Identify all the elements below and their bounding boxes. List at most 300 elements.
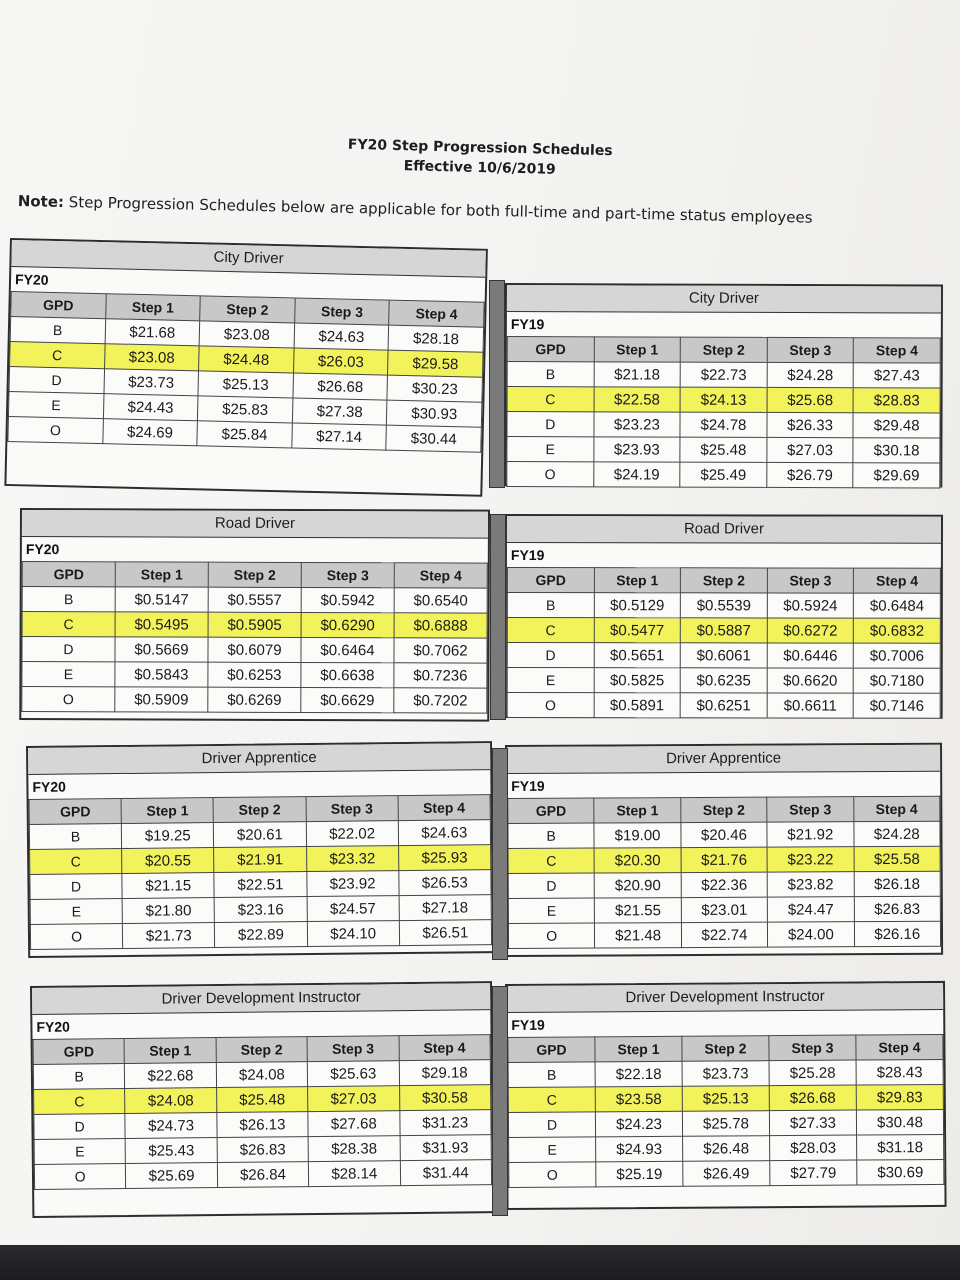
step-2-cell: $0.6269	[208, 687, 301, 712]
fy20-label: FY20	[14, 271, 49, 288]
step-3-header: Step 3	[301, 562, 394, 587]
step-2-cell: $0.6079	[208, 637, 301, 662]
step-1-cell: $0.5843	[115, 662, 208, 687]
gpd-cell: D	[34, 1114, 126, 1140]
step-4-cell: $0.6832	[854, 618, 941, 643]
step-1-cell: $0.5669	[115, 637, 208, 662]
step-1-cell: $24.19	[593, 462, 680, 487]
step-2-cell: $26.84	[217, 1162, 309, 1188]
driver-development-instructor-divider	[492, 986, 508, 1216]
step-2-cell: $0.5905	[208, 612, 301, 637]
step-1-header: Step 1	[594, 798, 681, 823]
step-1-cell: $19.00	[594, 823, 681, 848]
step-2-cell: $20.61	[214, 822, 306, 848]
note-text: Step Progression Schedules below are applicable for both full-time and part-time status employees	[68, 193, 813, 227]
step-2-cell: $25.48	[216, 1087, 308, 1113]
gpd-cell: B	[29, 824, 121, 850]
step-3-header: Step 3	[767, 797, 854, 822]
step-1-header: Step 1	[124, 1038, 216, 1064]
step-3-cell: $0.6611	[767, 693, 854, 718]
step-4-cell: $25.93	[398, 845, 491, 871]
step-2-header: Step 2	[681, 568, 768, 593]
driver-development-instructor-fy20-panel	[30, 981, 494, 1218]
gpd-cell: D	[507, 412, 594, 437]
gpd-cell: B	[10, 317, 105, 344]
step-3-cell: $26.79	[767, 462, 854, 487]
step-4-cell: $27.18	[399, 895, 492, 921]
step-3-cell: $24.47	[767, 897, 854, 922]
table-row-e	[22, 662, 487, 689]
step-4-cell: $0.7202	[394, 688, 487, 713]
step-4-cell: $25.58	[854, 846, 941, 871]
gpd-cell: O	[508, 923, 595, 948]
city-driver-fy20-panel	[4, 238, 488, 497]
city-driver-fy19-panel	[504, 283, 943, 488]
gpd-cell: E	[34, 1139, 126, 1165]
step-2-header: Step 2	[216, 1037, 308, 1063]
gpd-cell: C	[30, 849, 122, 875]
step-1-cell: $0.5891	[594, 693, 681, 718]
step-2-header: Step 2	[682, 1036, 769, 1062]
step-2-header: Step 2	[200, 296, 295, 323]
gpd-cell: B	[508, 1062, 595, 1088]
step-4-cell: $0.6540	[394, 588, 487, 613]
step-1-header: Step 1	[594, 568, 681, 593]
step-2-cell: $0.5557	[208, 587, 301, 612]
step-1-cell: $25.19	[596, 1161, 683, 1187]
step-2-cell: $25.48	[680, 437, 767, 462]
city-driver-fy20-table	[7, 291, 484, 453]
step-3-cell: $0.5942	[301, 587, 394, 612]
step-3-cell: $26.03	[293, 348, 388, 375]
road-driver-fy20-table	[21, 561, 488, 714]
gpd-cell: E	[509, 1137, 596, 1163]
step-3-cell: $0.6620	[767, 668, 854, 693]
step-1-cell: $24.43	[103, 394, 198, 421]
gpd-header: GPD	[507, 337, 594, 362]
step-4-cell: $0.7180	[854, 668, 941, 693]
step-1-cell: $23.08	[104, 344, 199, 371]
step-2-cell: $0.6235	[680, 668, 767, 693]
table-row-b	[508, 1059, 943, 1087]
driver-development-instructor-fy20-title: Driver Development Instructor	[32, 983, 490, 1015]
gpd-cell: B	[22, 587, 115, 612]
step-3-cell: $26.33	[767, 412, 854, 437]
driver-development-instructor-fy19-panel	[505, 981, 947, 1210]
step-1-cell: $21.48	[595, 923, 682, 948]
step-4-cell: $24.28	[853, 821, 940, 846]
driver-apprentice-fy19-panel	[505, 743, 943, 957]
gpd-cell: D	[22, 637, 115, 662]
step-3-header: Step 3	[294, 298, 389, 325]
step-3-cell: $23.92	[306, 871, 398, 897]
gpd-cell: E	[22, 662, 115, 687]
step-4-cell: $28.43	[856, 1059, 943, 1085]
step-4-cell: $28.83	[853, 388, 940, 413]
step-2-cell: $24.48	[199, 346, 294, 373]
step-3-cell: $28.14	[309, 1161, 401, 1187]
gpd-cell: D	[30, 874, 122, 900]
step-4-header: Step 4	[394, 563, 487, 588]
step-1-cell: $20.30	[594, 848, 681, 873]
step-4-cell: $0.7006	[854, 643, 941, 668]
table-row-o	[22, 687, 487, 714]
gpd-cell: E	[507, 437, 594, 462]
step-1-cell: $24.69	[102, 419, 197, 446]
step-4-cell: $26.18	[854, 871, 941, 896]
step-4-cell: $29.58	[388, 350, 483, 377]
gpd-header: GPD	[22, 562, 115, 587]
step-4-cell: $0.7146	[854, 693, 941, 718]
table-header-row	[508, 796, 940, 823]
step-1-cell: $25.69	[126, 1163, 218, 1189]
step-2-cell: $26.48	[683, 1136, 770, 1162]
step-3-cell: $23.32	[306, 846, 398, 872]
road-driver-divider	[490, 514, 506, 720]
step-3-header: Step 3	[306, 796, 398, 822]
driver-apprentice-fy19-title: Driver Apprentice	[507, 745, 940, 774]
step-1-cell: $0.5909	[115, 687, 208, 712]
step-4-cell: $0.7236	[394, 663, 487, 688]
step-3-cell: $0.5924	[767, 593, 854, 618]
step-1-cell: $21.18	[594, 362, 681, 387]
city-driver-fy19-table	[506, 336, 941, 489]
gpd-cell: C	[508, 1087, 595, 1113]
step-1-cell: $19.25	[122, 823, 214, 849]
step-2-cell: $0.6251	[680, 693, 767, 718]
step-2-cell: $22.73	[680, 362, 767, 387]
step-3-cell: $23.82	[767, 872, 854, 897]
fy20-label: FY20	[25, 541, 60, 558]
gpd-header: GPD	[508, 798, 595, 823]
step-2-cell: $25.13	[198, 371, 293, 398]
step-2-cell: $22.36	[681, 872, 768, 897]
table-row-e	[508, 896, 940, 923]
table-row-b	[507, 593, 940, 619]
title-line: FY20 Step Progression Schedules	[347, 136, 613, 160]
step-3-cell: $25.68	[767, 387, 854, 412]
driver-apprentice-fy20-table	[29, 794, 493, 950]
step-4-cell: $30.44	[386, 425, 481, 452]
step-3-header: Step 3	[767, 568, 854, 593]
effective-date: Effective 10/6/2019	[403, 158, 556, 178]
road-driver-fy20-panel	[19, 508, 490, 722]
step-3-cell: $27.03	[308, 1086, 400, 1112]
step-2-cell: $23.73	[682, 1061, 769, 1087]
step-3-cell: $27.68	[308, 1111, 400, 1137]
step-1-cell: $21.68	[105, 319, 200, 346]
step-3-cell: $0.6446	[767, 643, 854, 668]
step-4-cell: $26.83	[854, 896, 941, 921]
step-2-cell: $21.76	[681, 847, 768, 872]
step-1-cell: $22.68	[125, 1063, 217, 1089]
table-row-o	[34, 1160, 491, 1190]
step-1-cell: $0.5825	[594, 668, 681, 693]
step-3-cell: $0.6629	[301, 687, 394, 712]
gpd-header: GPD	[11, 292, 106, 319]
table-row-d	[507, 412, 940, 439]
step-3-cell: $21.92	[767, 822, 854, 847]
road-driver-fy19-title: Road Driver	[507, 516, 941, 544]
step-4-header: Step 4	[856, 1034, 943, 1060]
step-1-header: Step 1	[121, 798, 213, 824]
city-driver-fy20-title: City Driver	[11, 240, 485, 278]
step-3-cell: $22.02	[306, 821, 398, 847]
table-row-d	[508, 871, 940, 898]
driver-apprentice-divider	[492, 748, 508, 960]
gpd-cell: E	[30, 899, 122, 925]
gpd-cell: O	[30, 923, 122, 949]
step-1-cell: $23.93	[593, 437, 680, 462]
step-3-cell: $27.33	[769, 1110, 856, 1136]
note-label: Note:	[17, 192, 65, 211]
step-4-cell: $31.93	[400, 1135, 492, 1161]
fy19-label: FY19	[511, 1016, 545, 1033]
step-3-cell: $24.10	[307, 921, 399, 947]
step-3-cell: $24.63	[294, 323, 389, 350]
driver-development-instructor-fy19-title: Driver Development Instructor	[507, 983, 943, 1013]
step-2-cell: $0.5539	[681, 593, 768, 618]
step-2-cell: $23.08	[199, 321, 294, 348]
step-3-cell: $23.22	[767, 847, 854, 872]
step-2-cell: $24.13	[680, 387, 767, 412]
step-1-cell: $0.5147	[115, 587, 208, 612]
step-3-cell: $27.14	[292, 423, 387, 450]
step-2-cell: $20.46	[681, 822, 768, 847]
step-1-cell: $21.55	[595, 898, 682, 923]
step-1-header: Step 1	[115, 562, 208, 587]
step-3-header: Step 3	[307, 1036, 399, 1062]
step-3-cell: $26.68	[293, 373, 388, 400]
step-4-cell: $30.18	[853, 438, 940, 463]
step-4-cell: $29.69	[853, 463, 940, 488]
driver-apprentice-fy20-title: Driver Apprentice	[28, 743, 490, 775]
table-header-row	[507, 337, 940, 364]
step-1-cell: $23.58	[595, 1086, 682, 1112]
step-2-cell: $0.6061	[680, 643, 767, 668]
table-row-d	[22, 637, 487, 664]
step-2-cell: $0.6253	[208, 662, 301, 687]
fy19-label: FY19	[511, 777, 545, 794]
gpd-cell: O	[509, 1162, 596, 1188]
step-1-cell: $23.23	[594, 412, 681, 437]
gpd-cell: C	[507, 618, 594, 643]
gpd-cell: D	[508, 873, 595, 898]
step-3-cell: $25.28	[769, 1060, 856, 1086]
driver-apprentice-fy19-table	[507, 796, 941, 949]
table-row-d	[508, 1109, 943, 1137]
step-3-cell: $0.6272	[767, 618, 854, 643]
gpd-header: GPD	[508, 1037, 595, 1063]
fy19-label: FY19	[510, 547, 545, 564]
gpd-cell: C	[10, 342, 105, 369]
gpd-cell: B	[33, 1064, 125, 1090]
step-3-cell: $27.79	[770, 1160, 857, 1186]
step-3-cell: $0.6290	[301, 612, 394, 637]
table-row-c	[508, 1084, 943, 1112]
table-row-o	[507, 462, 940, 489]
step-3-cell: $28.38	[308, 1136, 400, 1162]
table-row-c	[507, 618, 940, 644]
table-row-o	[30, 920, 491, 950]
step-4-cell: $27.43	[854, 363, 941, 388]
table-header-row	[508, 1034, 943, 1062]
step-1-cell: $24.23	[595, 1111, 682, 1137]
step-2-header: Step 2	[213, 797, 305, 823]
step-3-cell: $25.63	[307, 1061, 399, 1087]
step-4-cell: $0.6484	[854, 593, 941, 618]
step-2-cell: $25.78	[682, 1111, 769, 1137]
step-4-cell: $31.23	[399, 1110, 491, 1136]
gpd-cell: O	[22, 687, 115, 712]
step-2-cell: $22.51	[214, 872, 306, 898]
step-2-cell: $25.13	[682, 1086, 769, 1112]
step-1-cell: $24.73	[125, 1113, 217, 1139]
step-2-cell: $23.01	[681, 897, 768, 922]
step-1-cell: $22.58	[594, 387, 681, 412]
step-1-cell: $25.43	[125, 1138, 217, 1164]
gpd-cell: C	[508, 848, 595, 873]
step-2-cell: $26.83	[217, 1137, 309, 1163]
driver-development-instructor-fy19-table	[507, 1034, 944, 1188]
gpd-header: GPD	[507, 568, 594, 593]
gpd-cell: C	[22, 612, 115, 637]
step-1-header: Step 1	[105, 294, 200, 321]
step-4-cell: $30.58	[399, 1085, 491, 1111]
step-4-cell: $26.51	[399, 920, 492, 946]
step-3-cell: $0.6464	[301, 637, 394, 662]
gpd-header: GPD	[33, 1039, 125, 1065]
gpd-cell: D	[508, 1112, 595, 1138]
gpd-cell: E	[8, 392, 103, 419]
step-1-cell: $23.73	[104, 369, 199, 396]
step-2-cell: $21.91	[214, 847, 306, 873]
step-4-cell: $26.16	[854, 921, 941, 946]
step-1-cell: $21.15	[122, 873, 214, 899]
table-header-row	[507, 568, 940, 594]
step-3-cell: $27.38	[292, 398, 387, 425]
gpd-cell: B	[508, 823, 595, 848]
table-row-b	[507, 362, 940, 389]
gpd-cell: O	[507, 693, 594, 718]
step-2-cell: $23.16	[214, 897, 306, 923]
table-row-b	[508, 821, 940, 848]
step-2-cell: $24.78	[680, 412, 767, 437]
step-4-cell: $0.7062	[394, 638, 487, 663]
gpd-cell: B	[507, 593, 594, 618]
step-1-cell: $21.73	[123, 923, 215, 949]
step-3-cell: $28.03	[770, 1135, 857, 1161]
step-4-cell: $29.83	[856, 1084, 943, 1110]
step-3-cell: $0.6638	[301, 662, 394, 687]
step-1-cell: $22.18	[595, 1061, 682, 1087]
step-1-cell: $20.55	[122, 848, 214, 874]
step-1-header: Step 1	[595, 1036, 682, 1062]
gpd-cell: E	[508, 898, 595, 923]
step-2-header: Step 2	[208, 562, 301, 587]
step-1-cell: $24.93	[596, 1136, 683, 1162]
step-2-cell: $25.49	[680, 462, 767, 487]
step-3-cell: $24.57	[307, 896, 399, 922]
step-2-cell: $25.84	[197, 421, 292, 448]
step-1-cell: $21.80	[122, 898, 214, 924]
table-row-c	[507, 387, 940, 414]
step-4-cell: $30.23	[387, 375, 482, 402]
gpd-cell: O	[8, 417, 103, 444]
table-row-c	[22, 612, 487, 639]
gpd-cell: D	[507, 643, 594, 668]
gpd-header: GPD	[29, 799, 121, 825]
step-1-header: Step 1	[594, 337, 681, 362]
gpd-cell: O	[507, 462, 594, 487]
step-2-cell: $0.5887	[680, 618, 767, 643]
step-2-cell: $24.08	[216, 1062, 308, 1088]
step-2-header: Step 2	[681, 797, 768, 822]
step-2-cell: $22.74	[681, 922, 768, 947]
step-3-header: Step 3	[767, 337, 854, 362]
table-row-o	[509, 1159, 944, 1187]
step-4-header: Step 4	[854, 338, 941, 363]
step-4-cell: $30.93	[387, 400, 482, 427]
road-driver-fy19-table	[507, 567, 941, 719]
gpd-cell: O	[34, 1164, 126, 1190]
table-row-e	[507, 668, 940, 694]
step-4-header: Step 4	[389, 300, 484, 327]
gpd-cell: E	[507, 668, 594, 693]
fy20-label: FY20	[32, 778, 66, 795]
city-driver-fy19-title: City Driver	[507, 285, 941, 314]
step-3-cell: $26.68	[769, 1085, 856, 1111]
table-row-c	[508, 846, 940, 873]
step-1-cell: $0.5129	[594, 593, 681, 618]
table-header-row	[22, 562, 487, 589]
city-driver-divider	[489, 280, 505, 488]
driver-development-instructor-fy20-table	[33, 1034, 493, 1190]
step-2-header: Step 2	[680, 337, 767, 362]
road-driver-fy19-panel	[505, 514, 943, 719]
table-row-e	[509, 1134, 944, 1162]
gpd-cell: B	[507, 362, 594, 387]
step-4-header: Step 4	[853, 796, 940, 821]
step-1-cell: $20.90	[595, 873, 682, 898]
step-4-cell: $0.6888	[394, 613, 487, 638]
step-1-cell: $0.5495	[115, 612, 208, 637]
table-row-d	[507, 643, 940, 669]
step-4-cell: $31.18	[857, 1134, 944, 1160]
step-3-cell: $27.03	[767, 437, 854, 462]
step-2-cell: $22.89	[215, 922, 307, 948]
gpd-cell: C	[34, 1089, 126, 1115]
step-4-cell: $30.69	[857, 1159, 944, 1185]
table-row-o	[507, 693, 940, 719]
step-1-cell: $24.08	[125, 1088, 217, 1114]
step-4-cell: $31.44	[400, 1160, 492, 1186]
step-4-cell: $30.48	[856, 1109, 943, 1135]
step-3-header: Step 3	[769, 1035, 856, 1061]
gpd-cell: D	[9, 367, 104, 394]
step-2-cell: $26.13	[217, 1112, 309, 1138]
step-4-header: Step 4	[399, 1035, 491, 1061]
step-4-cell: $28.18	[388, 325, 483, 352]
step-4-cell: $26.53	[399, 870, 492, 896]
desk-surface	[0, 1245, 960, 1280]
fy20-label: FY20	[36, 1018, 70, 1035]
road-driver-fy20-title: Road Driver	[22, 510, 488, 539]
step-1-cell: $0.5477	[594, 618, 681, 643]
step-3-cell: $24.00	[768, 922, 855, 947]
step-2-cell: $25.83	[198, 396, 293, 423]
step-4-header: Step 4	[854, 568, 941, 593]
